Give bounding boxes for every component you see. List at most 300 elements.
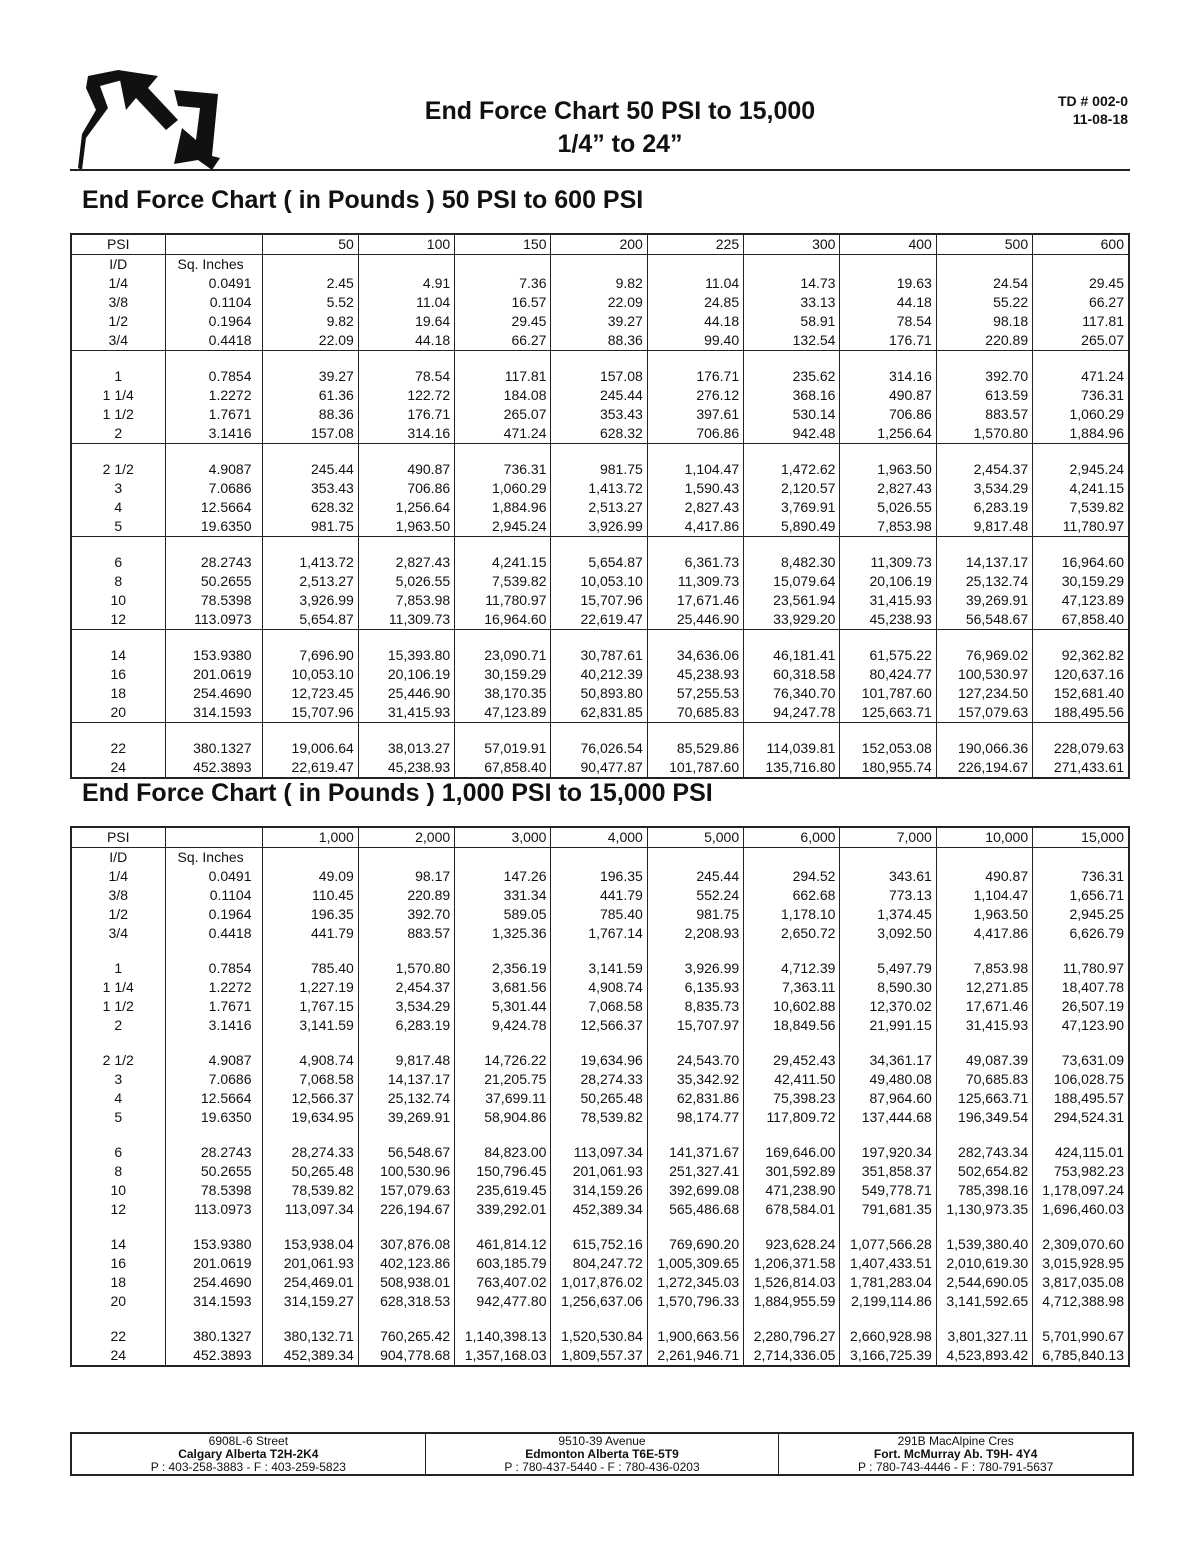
force-value-cell: 70,685.83 — [647, 703, 743, 723]
spacer-cell — [936, 943, 1032, 959]
pipe-id-cell: 22 — [71, 739, 165, 758]
force-value-cell: 19.64 — [358, 312, 454, 331]
spacer-cell — [262, 1311, 358, 1327]
force-value-cell: 1,963.50 — [936, 905, 1032, 924]
force-value-cell: 76,026.54 — [551, 739, 647, 758]
area-cell: 452.3893 — [165, 1346, 262, 1366]
force-value-cell: 6,283.19 — [936, 498, 1032, 517]
force-value-cell: 2,261,946.71 — [647, 1346, 743, 1366]
psi-column-header: 600 — [1033, 234, 1129, 255]
force-value-cell: 5.52 — [262, 293, 358, 312]
force-value-cell: 628,318.53 — [358, 1292, 454, 1311]
force-value-cell: 380,132.71 — [262, 1327, 358, 1346]
header-blank — [165, 234, 262, 255]
force-value-cell: 157,079.63 — [358, 1181, 454, 1200]
force-value-cell: 2,660,928.98 — [840, 1327, 936, 1346]
footer-phone: P : 780-437-5440 - F : 780-436-0203 — [504, 1460, 700, 1474]
force-value-cell: 314,159.26 — [551, 1181, 647, 1200]
pipe-id-cell: 4 — [71, 498, 165, 517]
force-value-cell: 1,413.72 — [262, 553, 358, 572]
force-value-cell: 88.36 — [551, 331, 647, 351]
spacer-cell — [262, 723, 358, 740]
force-value-cell: 110.45 — [262, 886, 358, 905]
pipe-id-cell: 20 — [71, 703, 165, 723]
force-value-cell: 353.43 — [551, 405, 647, 424]
spacer-cell — [455, 351, 551, 368]
pipe-id-cell: 10 — [71, 1181, 165, 1200]
table-row — [71, 1346, 1129, 1366]
force-value-cell: 2,827.43 — [647, 498, 743, 517]
pipe-id-cell: 1/2 — [71, 312, 165, 331]
table-row — [71, 1327, 1129, 1346]
spacer-cell — [936, 444, 1032, 461]
spacer-cell — [647, 1127, 743, 1143]
force-value-cell: 3,141.59 — [551, 959, 647, 978]
pipe-id-cell: 1 1/4 — [71, 386, 165, 405]
spacer-cell — [358, 1035, 454, 1051]
pipe-id-cell: 8 — [71, 1162, 165, 1181]
page-title-line1: End Force Chart 50 PSI to 15,000 — [424, 97, 816, 125]
pipe-id-cell: 18 — [71, 684, 165, 703]
force-value-cell: 1,656.71 — [1033, 886, 1129, 905]
company-logo-icon — [78, 68, 228, 170]
force-value-cell: 56,548.67 — [936, 610, 1032, 630]
footer-location-fort-mcmurray — [779, 1434, 1132, 1474]
spacer-cell — [551, 351, 647, 368]
table-row — [71, 1143, 1129, 1162]
force-value-cell: 1,104.47 — [647, 460, 743, 479]
force-value-cell: 45,238.93 — [647, 665, 743, 684]
force-value-cell: 152,053.08 — [840, 739, 936, 758]
pipe-id-cell: 14 — [71, 646, 165, 665]
area-cell: 12.5664 — [165, 498, 262, 517]
area-cell: 7.0686 — [165, 479, 262, 498]
force-value-cell: 20,106.19 — [840, 572, 936, 591]
force-value-cell: 122.72 — [358, 386, 454, 405]
area-cell: 7.0686 — [165, 1070, 262, 1089]
force-value-cell: 4,241.15 — [1033, 479, 1129, 498]
spacer-cell — [647, 444, 743, 461]
force-value-cell: 5,654.87 — [551, 553, 647, 572]
force-value-cell: 4,908.74 — [551, 978, 647, 997]
spacer-cell — [358, 351, 454, 368]
force-value-cell: 132.54 — [744, 331, 840, 351]
force-value-cell: 235.62 — [744, 367, 840, 386]
force-value-cell: 9.82 — [551, 274, 647, 293]
force-value-cell: 5,497.79 — [840, 959, 936, 978]
force-value-cell: 45,238.93 — [840, 610, 936, 630]
spacer-cell — [358, 1219, 454, 1235]
force-value-cell: 4,417.86 — [936, 924, 1032, 943]
pipe-id-cell: 10 — [71, 591, 165, 610]
force-value-cell: 6,785,840.13 — [1033, 1346, 1129, 1366]
force-value-cell: 78.54 — [358, 367, 454, 386]
spacer-cell — [455, 1311, 551, 1327]
force-value-cell: 61,575.22 — [840, 646, 936, 665]
footer-city: Edmonton Alberta T6E-5T9 — [525, 1447, 679, 1461]
force-value-cell: 2,199,114.86 — [840, 1292, 936, 1311]
spacer-cell — [71, 537, 165, 554]
force-value-cell: 2,945.24 — [1033, 460, 1129, 479]
spacer-cell — [455, 1035, 551, 1051]
force-value-cell: 23,561.94 — [744, 591, 840, 610]
area-cell: 78.5398 — [165, 591, 262, 610]
table-row — [71, 479, 1129, 498]
force-value-cell: 66.27 — [455, 331, 551, 351]
force-value-cell: 11,780.97 — [455, 591, 551, 610]
empty-cell — [455, 255, 551, 275]
area-cell: 1.7671 — [165, 405, 262, 424]
force-value-cell: 196,349.54 — [936, 1108, 1032, 1127]
psi-column-header: 150 — [455, 234, 551, 255]
force-value-cell: 2,945.25 — [1033, 905, 1129, 924]
force-value-cell: 276.12 — [647, 386, 743, 405]
psi-column-header: 7,000 — [840, 827, 936, 848]
force-value-cell: 1,060.29 — [455, 479, 551, 498]
psi-column-header: 200 — [551, 234, 647, 255]
force-value-cell: 5,654.87 — [262, 610, 358, 630]
force-value-cell: 37,699.11 — [455, 1089, 551, 1108]
force-value-cell: 150,796.45 — [455, 1162, 551, 1181]
force-value-cell: 33,929.20 — [744, 610, 840, 630]
force-value-cell: 490.87 — [840, 386, 936, 405]
force-value-cell: 2,454.37 — [358, 978, 454, 997]
table-row — [71, 886, 1129, 905]
spacer-cell — [936, 1219, 1032, 1235]
force-value-cell: 2,356.19 — [455, 959, 551, 978]
force-value-cell: 228,079.63 — [1033, 739, 1129, 758]
force-value-cell: 21,205.75 — [455, 1070, 551, 1089]
force-value-cell: 3,801,327.11 — [936, 1327, 1032, 1346]
force-value-cell: 38,170.35 — [455, 684, 551, 703]
force-value-cell: 100,530.97 — [936, 665, 1032, 684]
page-title-line2: 1/4” to 24” — [557, 130, 683, 158]
force-value-cell: 1,884,955.59 — [744, 1292, 840, 1311]
force-value-cell: 188,495.57 — [1033, 1089, 1129, 1108]
footer-street: 6908L-6 Street — [208, 1434, 289, 1448]
spacer-cell — [840, 630, 936, 647]
force-value-cell: 176.71 — [840, 331, 936, 351]
force-value-cell: 3,681.56 — [455, 978, 551, 997]
area-cell: 0.7854 — [165, 959, 262, 978]
table-row — [71, 1089, 1129, 1108]
area-cell: 153.9380 — [165, 1235, 262, 1254]
force-value-cell: 90,477.87 — [551, 758, 647, 778]
spacer-cell — [840, 1127, 936, 1143]
force-value-cell: 452,389.34 — [551, 1200, 647, 1219]
spacer-cell — [262, 351, 358, 368]
table-row — [71, 703, 1129, 723]
force-value-cell: 339,292.01 — [455, 1200, 551, 1219]
force-value-cell: 1,227.19 — [262, 978, 358, 997]
force-value-cell: 1,357,168.03 — [455, 1346, 551, 1366]
spacer-cell — [647, 630, 743, 647]
spacer-cell — [647, 537, 743, 554]
force-value-cell: 2,544,690.05 — [936, 1273, 1032, 1292]
force-value-cell: 461,814.12 — [455, 1235, 551, 1254]
force-value-cell: 1,374.45 — [840, 905, 936, 924]
area-cell: 19.6350 — [165, 517, 262, 537]
spacer-cell — [165, 1035, 262, 1051]
force-value-cell: 180,955.74 — [840, 758, 936, 778]
pipe-id-cell: 2 1/2 — [71, 1051, 165, 1070]
force-value-cell: 26,507.19 — [1033, 997, 1129, 1016]
force-value-cell: 58.91 — [744, 312, 840, 331]
force-value-cell: 1,325.36 — [455, 924, 551, 943]
force-value-cell: 7,363.11 — [744, 978, 840, 997]
force-value-cell: 2,010,619.30 — [936, 1254, 1032, 1273]
spacer-cell — [1033, 444, 1129, 461]
force-value-cell: 1,884.96 — [1033, 424, 1129, 444]
empty-cell — [358, 848, 454, 868]
force-value-cell: 736.31 — [1033, 867, 1129, 886]
spacer-cell — [1033, 630, 1129, 647]
force-value-cell: 678,584.01 — [744, 1200, 840, 1219]
spacer-cell — [358, 444, 454, 461]
force-value-cell: 117.81 — [455, 367, 551, 386]
area-cell: 254.4690 — [165, 1273, 262, 1292]
spacer-cell — [71, 1311, 165, 1327]
force-value-cell: 3,817,035.08 — [1033, 1273, 1129, 1292]
force-value-cell: 549,778.71 — [840, 1181, 936, 1200]
force-value-cell: 42,411.50 — [744, 1070, 840, 1089]
force-value-cell: 353.43 — [262, 479, 358, 498]
force-value-cell: 101,787.60 — [647, 758, 743, 778]
force-value-cell: 67,858.40 — [455, 758, 551, 778]
spacer-cell — [840, 444, 936, 461]
force-value-cell: 19,634.95 — [262, 1108, 358, 1127]
spacer-cell — [262, 630, 358, 647]
force-value-cell: 29,452.43 — [744, 1051, 840, 1070]
force-value-cell: 30,159.29 — [455, 665, 551, 684]
psi-column-header: 225 — [647, 234, 743, 255]
table-row — [71, 758, 1129, 778]
force-value-cell: 78.54 — [840, 312, 936, 331]
force-value-cell: 4.91 — [358, 274, 454, 293]
force-value-cell: 70,685.83 — [936, 1070, 1032, 1089]
force-value-cell: 11.04 — [647, 274, 743, 293]
force-value-cell: 31,415.93 — [840, 591, 936, 610]
force-value-cell: 44.18 — [840, 293, 936, 312]
force-value-cell: 662.68 — [744, 886, 840, 905]
force-value-cell: 22,619.47 — [262, 758, 358, 778]
force-value-cell: 904,778.68 — [358, 1346, 454, 1366]
spacer-cell — [744, 630, 840, 647]
force-value-cell: 39,269.91 — [358, 1108, 454, 1127]
force-value-cell: 736.31 — [1033, 386, 1129, 405]
psi-column-header: 100 — [358, 234, 454, 255]
area-cell: 0.1964 — [165, 312, 262, 331]
force-value-cell: 589.05 — [455, 905, 551, 924]
table-row — [71, 959, 1129, 978]
force-value-cell: 3,534.29 — [936, 479, 1032, 498]
force-value-cell: 15,079.64 — [744, 572, 840, 591]
force-value-cell: 9,817.48 — [358, 1051, 454, 1070]
force-value-cell: 245.44 — [262, 460, 358, 479]
footer-city: Fort. McMurray Ab. T9H- 4Y4 — [873, 1447, 1038, 1461]
empty-cell — [840, 848, 936, 868]
header-divider — [70, 169, 1130, 171]
area-cell: 0.1104 — [165, 886, 262, 905]
table-row — [71, 591, 1129, 610]
spacer-cell — [551, 943, 647, 959]
force-value-cell: 85,529.86 — [647, 739, 743, 758]
force-value-cell: 613.59 — [936, 386, 1032, 405]
force-value-cell: 314.16 — [358, 424, 454, 444]
group-separator — [71, 1127, 1129, 1143]
empty-cell — [936, 848, 1032, 868]
end-force-table-high-pressure — [70, 826, 1130, 1367]
pipe-id-cell: 1 — [71, 367, 165, 386]
force-value-cell: 552.24 — [647, 886, 743, 905]
spacer-cell — [744, 1311, 840, 1327]
table-row — [71, 274, 1129, 293]
force-value-cell: 3,926.99 — [647, 959, 743, 978]
force-value-cell: 245.44 — [647, 867, 743, 886]
force-value-cell: 4,908.74 — [262, 1051, 358, 1070]
table-row — [71, 684, 1129, 703]
section-title-low-pressure: End Force Chart ( in Pounds ) 50 PSI to 600 PSI — [82, 186, 644, 214]
force-value-cell: 7,539.82 — [1033, 498, 1129, 517]
force-value-cell: 981.75 — [647, 905, 743, 924]
spacer-cell — [165, 630, 262, 647]
table-row — [71, 1254, 1129, 1273]
force-value-cell: 57,255.53 — [647, 684, 743, 703]
force-value-cell: 75,398.23 — [744, 1089, 840, 1108]
force-value-cell: 8,482.30 — [744, 553, 840, 572]
force-value-cell: 1,178.10 — [744, 905, 840, 924]
table-row — [71, 1162, 1129, 1181]
group-separator — [71, 1035, 1129, 1051]
force-value-cell: 14,137.17 — [936, 553, 1032, 572]
force-value-cell: 3,092.50 — [840, 924, 936, 943]
force-value-cell: 785,398.16 — [936, 1181, 1032, 1200]
force-value-cell: 2,208.93 — [647, 924, 743, 943]
force-value-cell: 402,123.86 — [358, 1254, 454, 1273]
spacer-cell — [71, 723, 165, 740]
force-value-cell: 117.81 — [1033, 312, 1129, 331]
force-value-cell: 490.87 — [358, 460, 454, 479]
force-value-cell: 706.86 — [358, 479, 454, 498]
pipe-id-cell: 6 — [71, 553, 165, 572]
table-row — [71, 1181, 1129, 1200]
sq-inches-label: Sq. Inches — [165, 255, 262, 275]
force-value-cell: 2,280,796.27 — [744, 1327, 840, 1346]
force-value-cell: 314.16 — [840, 367, 936, 386]
area-cell: 201.0619 — [165, 1254, 262, 1273]
force-value-cell: 10,053.10 — [262, 665, 358, 684]
force-value-cell: 508,938.01 — [358, 1273, 454, 1292]
force-value-cell: 125,663.71 — [840, 703, 936, 723]
force-value-cell: 11,309.73 — [647, 572, 743, 591]
force-value-cell: 351,858.37 — [840, 1162, 936, 1181]
force-value-cell: 603,185.79 — [455, 1254, 551, 1273]
force-value-cell: 17,671.46 — [647, 591, 743, 610]
psi-column-header: 4,000 — [551, 827, 647, 848]
pipe-id-cell: 3/8 — [71, 886, 165, 905]
footer-phone: P : 780-743-4446 - F : 780-791-5637 — [858, 1460, 1054, 1474]
force-value-cell: 2,945.24 — [455, 517, 551, 537]
spacer-cell — [455, 943, 551, 959]
psi-header-row — [71, 827, 1129, 848]
empty-cell — [455, 848, 551, 868]
force-value-cell: 57,019.91 — [455, 739, 551, 758]
force-value-cell: 66.27 — [1033, 293, 1129, 312]
table-row — [71, 386, 1129, 405]
force-value-cell: 34,636.06 — [647, 646, 743, 665]
spacer-cell — [840, 1035, 936, 1051]
pipe-id-cell: 1/4 — [71, 867, 165, 886]
force-value-cell: 981.75 — [262, 517, 358, 537]
spacer-cell — [744, 351, 840, 368]
psi-label: PSI — [71, 827, 165, 848]
spacer-cell — [551, 723, 647, 740]
force-value-cell: 245.44 — [551, 386, 647, 405]
group-separator — [71, 444, 1129, 461]
force-value-cell: 15,393.80 — [358, 646, 454, 665]
table-row — [71, 1292, 1129, 1311]
force-value-cell: 706.86 — [840, 405, 936, 424]
pipe-id-cell: 24 — [71, 1346, 165, 1366]
area-cell: 0.0491 — [165, 274, 262, 293]
pipe-id-cell: 5 — [71, 1108, 165, 1127]
force-value-cell: 5,026.55 — [840, 498, 936, 517]
force-value-cell: 61.36 — [262, 386, 358, 405]
spacer-cell — [262, 1219, 358, 1235]
force-value-cell: 55.22 — [936, 293, 1032, 312]
pipe-id-cell: 16 — [71, 1254, 165, 1273]
force-value-cell: 3,769.91 — [744, 498, 840, 517]
force-value-cell: 397.61 — [647, 405, 743, 424]
spacer-cell — [1033, 1219, 1129, 1235]
force-value-cell: 16,964.60 — [455, 610, 551, 630]
spacer-cell — [936, 537, 1032, 554]
empty-cell — [744, 848, 840, 868]
force-value-cell: 28,274.33 — [262, 1143, 358, 1162]
force-value-cell: 3,534.29 — [358, 997, 454, 1016]
doc-date: 11-08-18 — [1072, 111, 1128, 127]
empty-cell — [1033, 255, 1129, 275]
spacer-cell — [840, 723, 936, 740]
force-value-cell: 785.40 — [551, 905, 647, 924]
doc-number: TD # 002-0 — [1057, 93, 1128, 109]
force-value-cell: 87,964.60 — [840, 1089, 936, 1108]
force-value-cell: 2.45 — [262, 274, 358, 293]
empty-cell — [262, 255, 358, 275]
pipe-id-cell: 18 — [71, 1273, 165, 1292]
footer-location-edmonton — [426, 1434, 780, 1474]
force-value-cell: 25,446.90 — [647, 610, 743, 630]
force-value-cell: 45,238.93 — [358, 758, 454, 778]
force-value-cell: 29.45 — [455, 312, 551, 331]
area-cell: 28.2743 — [165, 553, 262, 572]
table-row — [71, 1070, 1129, 1089]
force-value-cell: 11,780.97 — [1033, 517, 1129, 537]
force-value-cell: 1,104.47 — [936, 886, 1032, 905]
force-value-cell: 98,174.77 — [647, 1108, 743, 1127]
spacer-cell — [840, 943, 936, 959]
force-value-cell: 125,663.71 — [936, 1089, 1032, 1108]
area-cell: 1.7671 — [165, 997, 262, 1016]
force-value-cell: 73,631.09 — [1033, 1051, 1129, 1070]
empty-cell — [551, 848, 647, 868]
spacer-cell — [936, 351, 1032, 368]
spacer-cell — [936, 723, 1032, 740]
spacer-cell — [840, 351, 936, 368]
force-value-cell: 1,696,460.03 — [1033, 1200, 1129, 1219]
force-value-cell: 9.82 — [262, 312, 358, 331]
spacer-cell — [551, 1311, 647, 1327]
